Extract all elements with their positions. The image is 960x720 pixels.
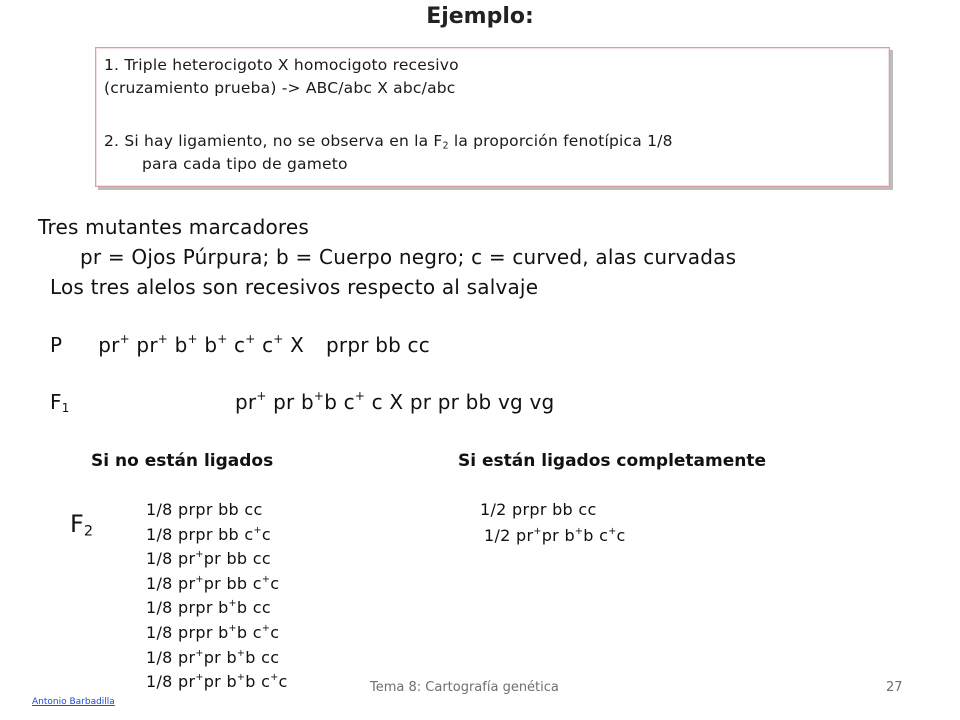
parental-label: P	[50, 333, 63, 357]
linked-text: pr b	[541, 526, 575, 545]
f1-allele: b c	[324, 390, 355, 414]
linked-line-1: 1/2 prpr bb cc	[480, 500, 597, 519]
genotype-text: 1/8 pr	[146, 573, 196, 593]
linked-text: b c	[583, 526, 609, 545]
genotype-text: 1/8 prpr bb cc	[146, 500, 263, 519]
f1-cross	[235, 390, 554, 414]
summary-box	[95, 47, 890, 187]
genotype-text: c	[270, 573, 280, 593]
linked-text: c	[616, 526, 626, 545]
plus-sup: +	[236, 672, 246, 683]
footer-title: Tema 8: Cartografía genética	[370, 680, 559, 695]
genotype-text: c	[270, 623, 280, 642]
markers-definitions: pr = Ojos Púrpura; b = Cuerpo negro; c = curved, alas curvadas	[80, 245, 737, 269]
unlinked-line	[146, 648, 279, 667]
box-line-1: 1. Triple heterocigoto X homocigoto recesivo	[104, 56, 459, 74]
genotype-text: c	[278, 672, 288, 692]
plus-sup: +	[228, 622, 237, 634]
f1-label	[50, 390, 70, 414]
author-link[interactable]: Antonio Barbadilla	[32, 697, 115, 707]
plus-sup: +	[195, 573, 204, 585]
plus-sup: +	[261, 622, 271, 634]
linked-text: 1/2 pr	[484, 526, 534, 545]
plus-sup: +	[195, 549, 204, 560]
genotype-text: 1/8 pr	[146, 647, 196, 667]
plus-sup: +	[195, 672, 204, 683]
parental-recessive: prpr bb cc	[326, 333, 430, 357]
genotype-text: pr b	[203, 647, 237, 667]
genotype-text: 1/8 pr	[146, 549, 196, 569]
cross-symbol: X	[290, 333, 305, 357]
unlinked-line	[146, 672, 288, 691]
unlinked-line	[146, 525, 271, 544]
plus-sup: +	[236, 647, 246, 659]
genotype-text: b c	[236, 623, 262, 642]
genotype-text: b cc	[236, 598, 271, 618]
genotype-text: b c	[245, 672, 271, 692]
genotype-text: 1/8 pr	[146, 672, 196, 692]
plus-sup: +	[119, 332, 130, 346]
page-number: 27	[886, 680, 903, 695]
plus-sup: +	[270, 672, 279, 683]
genotype-text: 1/8 prpr b	[146, 623, 229, 642]
genotype-text: pr b	[203, 672, 237, 692]
genotype-text: 1/8 prpr bb c	[146, 524, 254, 544]
unlinked-line	[146, 500, 263, 519]
unlinked-line	[146, 598, 271, 617]
f2-sub: 2	[83, 523, 93, 540]
f2-label	[70, 510, 93, 538]
parental-allele: pr	[98, 333, 120, 357]
genotype-text: pr bb c	[203, 573, 262, 593]
plus-sup: +	[313, 389, 325, 403]
plus-sup: +	[217, 332, 228, 346]
slide-title: Ejemplo:	[426, 4, 534, 29]
box-line-3-sub: 2	[442, 140, 449, 152]
plus-sup: +	[228, 598, 237, 610]
f1-letter: F	[50, 390, 62, 414]
box-line-3	[104, 130, 673, 152]
genotype-text: c	[261, 524, 271, 544]
genotype-text: pr bb cc	[203, 549, 271, 569]
markers-heading: Tres mutantes marcadores	[38, 215, 310, 239]
unlinked-line	[146, 549, 271, 568]
plus-sup: +	[157, 332, 169, 346]
linked-heading: Si están ligados completamente	[458, 451, 767, 471]
box-line-3-text: 2. Si hay ligamiento, no se observa en la F	[104, 132, 443, 150]
plus-sup: +	[187, 332, 198, 346]
genotype-text: b cc	[245, 647, 280, 667]
f1-allele: c X pr pr bb vg vg	[365, 390, 555, 414]
plus-sup: +	[256, 389, 267, 403]
plus-sup: +	[273, 332, 284, 346]
unlinked-line	[146, 623, 279, 642]
plus-sup: +	[245, 332, 256, 346]
f1-allele: pr b	[266, 390, 314, 414]
box-line-2: (cruzamiento prueba) -> ABC/abc X abc/abc	[104, 79, 456, 97]
linked-line-2	[484, 526, 626, 545]
plus-sup: +	[608, 525, 617, 537]
plus-sup: +	[195, 647, 204, 659]
unlinked-line	[146, 574, 279, 593]
parental-allele: b	[174, 333, 188, 357]
parental-cross	[50, 333, 430, 357]
parental-allele: b	[204, 333, 218, 357]
parental-allele: c	[262, 333, 274, 357]
markers-recessive: Los tres alelos son recesivos respecto al salvaje	[50, 275, 539, 299]
unlinked-heading: Si no están ligados	[91, 451, 274, 471]
f2-letter: F	[70, 510, 84, 538]
parental-allele: c	[234, 333, 246, 357]
box-line-4: para cada tipo de gameto	[142, 155, 348, 173]
box-line-3-text-b: la proporción fenotípica 1/8	[448, 132, 673, 150]
plus-sup: +	[574, 525, 584, 537]
f1-allele: pr	[235, 390, 257, 414]
parental-allele: pr	[136, 333, 158, 357]
plus-sup: +	[253, 524, 262, 536]
f1-sub: 1	[61, 401, 70, 415]
plus-sup: +	[533, 525, 542, 537]
genotype-text: 1/8 prpr b	[146, 598, 229, 618]
plus-sup: +	[354, 389, 366, 403]
plus-sup: +	[261, 573, 271, 585]
